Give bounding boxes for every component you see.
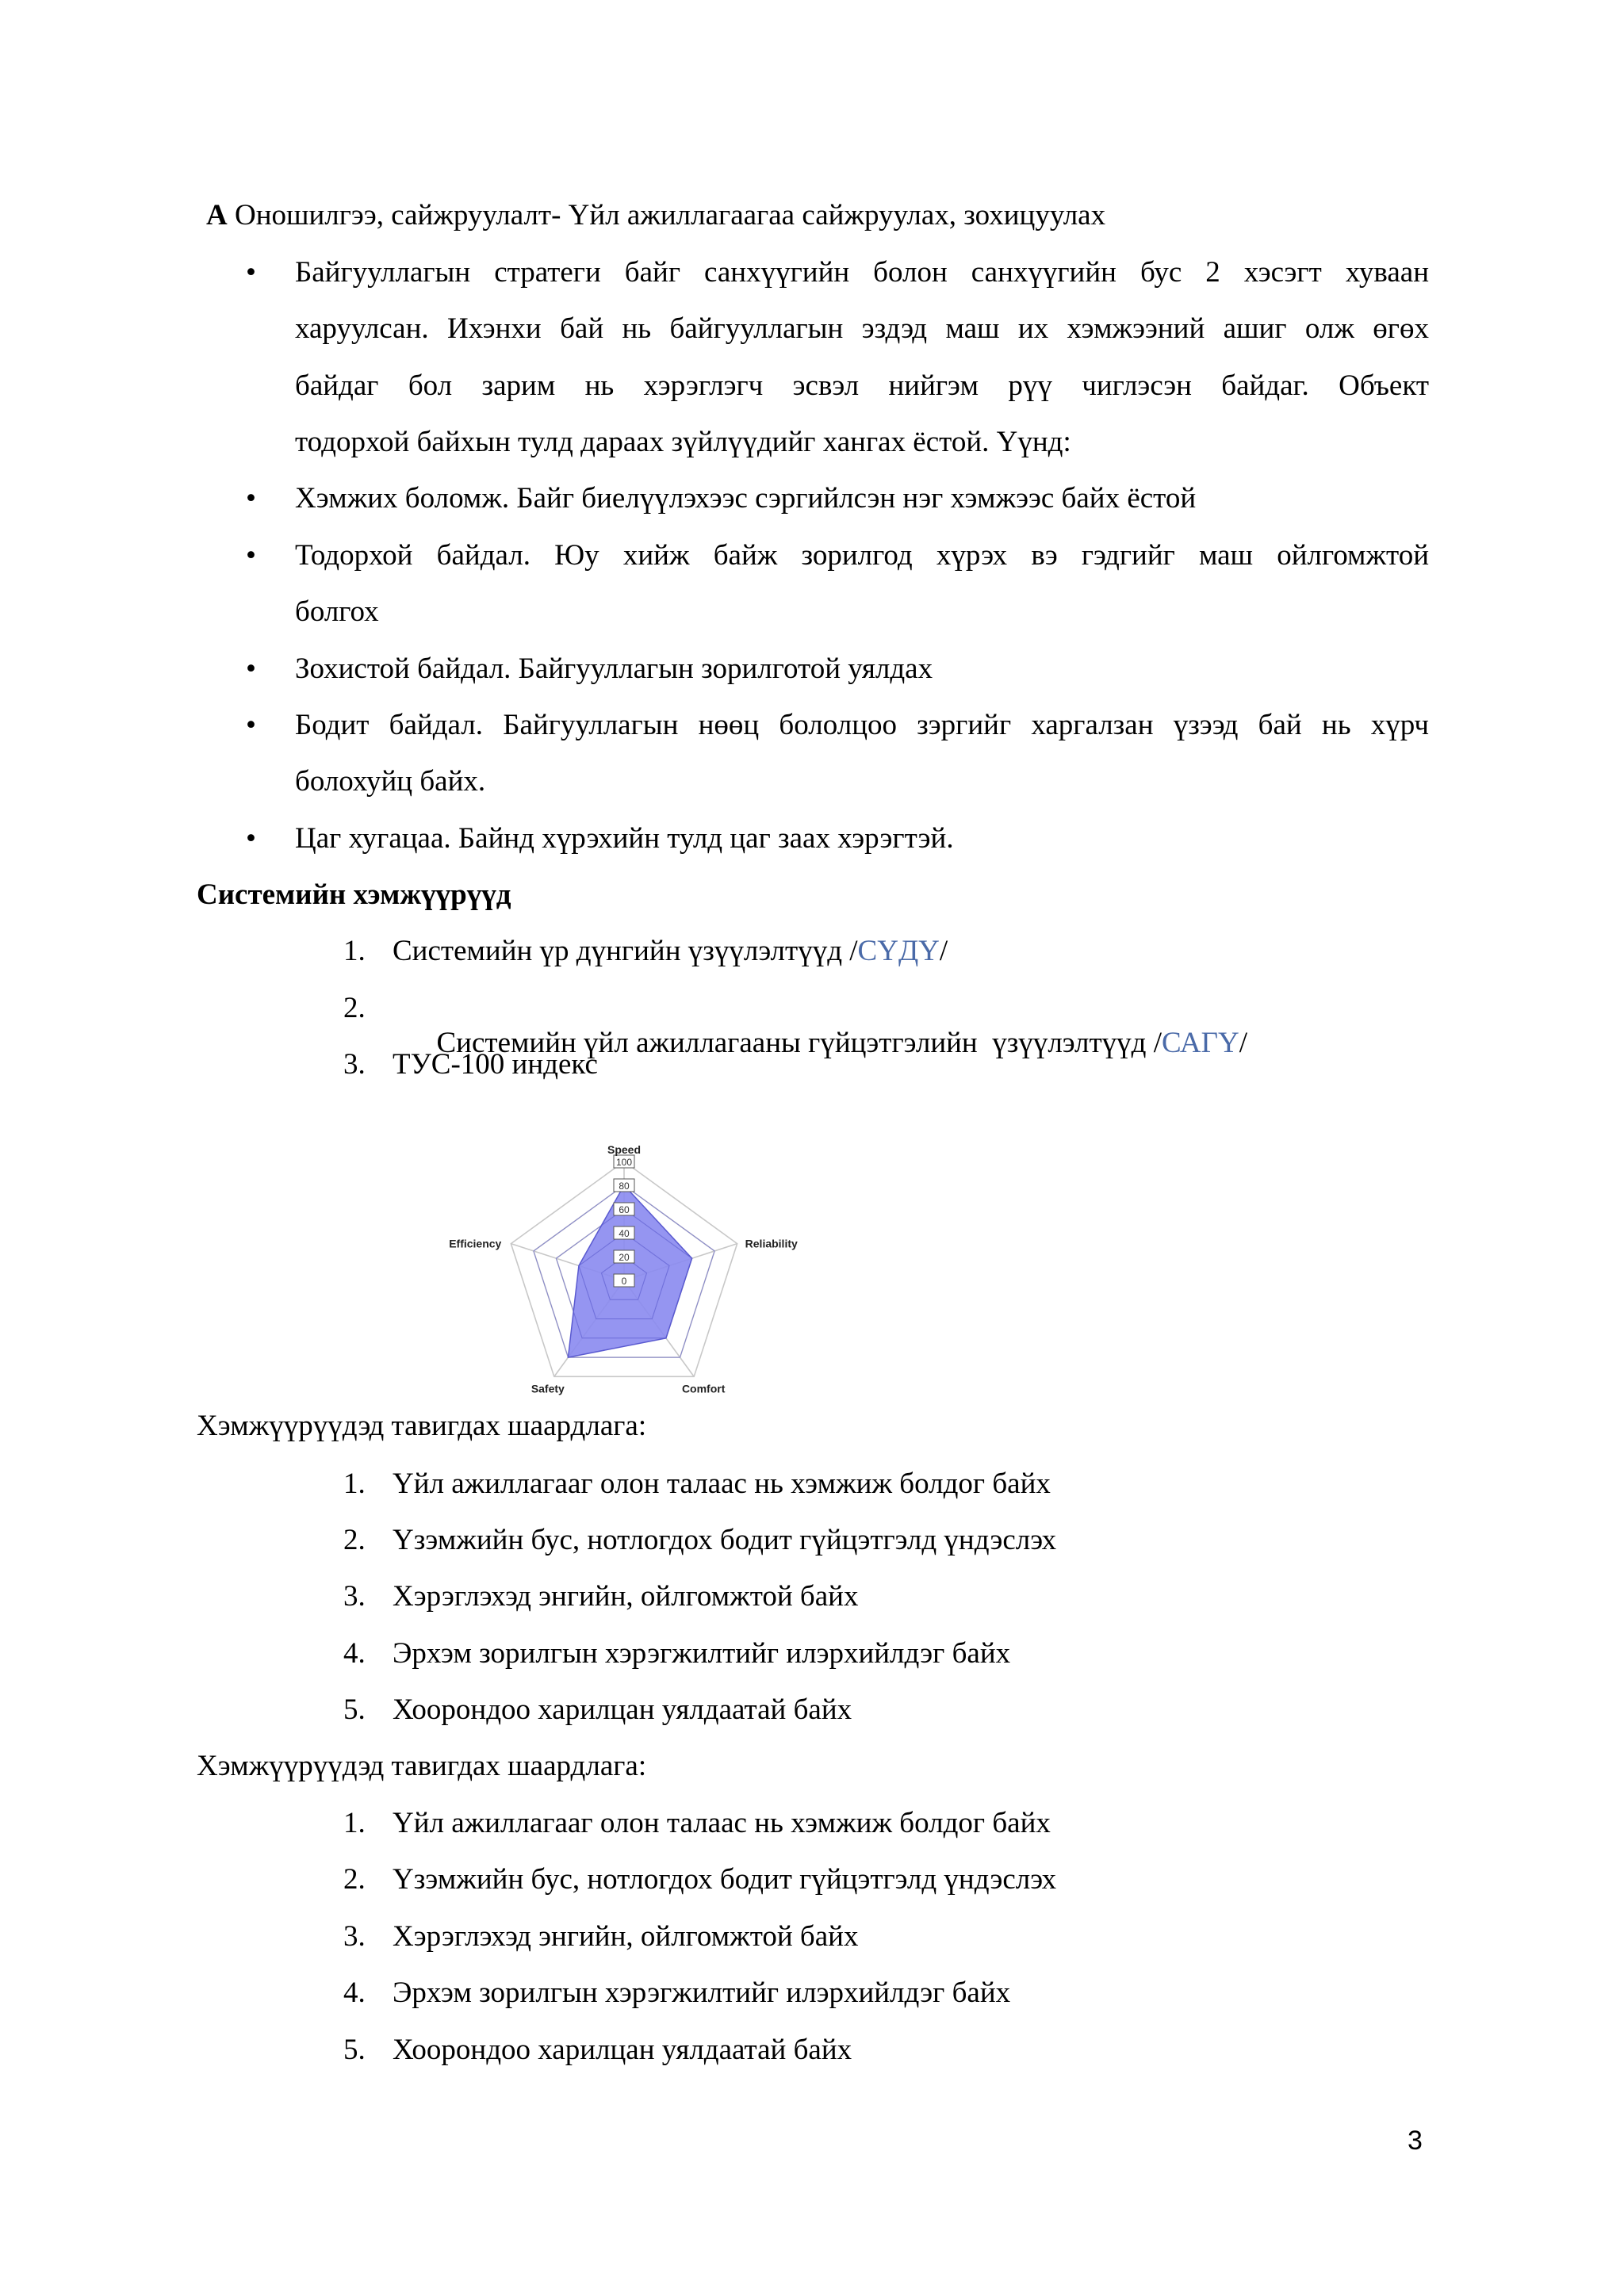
- radar-axis-label: Speed: [607, 1143, 642, 1156]
- section-a-heading: [206, 198, 1105, 233]
- bullet-marker: •: [246, 539, 256, 572]
- bullet-1-line-2: харуулсан. Ихэнхи бай нь байгууллагын эздэд маш их хэмжээний ашиг олж өгөх: [295, 312, 1429, 345]
- list-number: 5.: [343, 1693, 366, 1726]
- radar-axis-label: Safety: [530, 1382, 565, 1395]
- bullet-1-line-4: тодорхой байхын тулд дараах зүйлүүдийг хангах ёстой. Үүнд:: [295, 426, 1071, 458]
- requirement-item: Эрхэм зорилгын хэрэгжилтийг илэрхийлдэг байх: [393, 1976, 1011, 2009]
- requirement-item: Хэрэглэхэд энгийн, ойлгомжтой байх: [393, 1580, 859, 1613]
- abbreviation: САГҮ: [1162, 1027, 1239, 1059]
- bullet-marker: •: [246, 822, 256, 855]
- system-metric-item-3: [393, 1047, 598, 1082]
- section-a-title: Оношилгээ, сайжруулалт- Үйл ажиллагаагаа сайжруулах, зохицуулах: [234, 199, 1106, 232]
- radar-tick-label: 40: [619, 1228, 630, 1239]
- requirements-heading-2: Хэмжүүрүүдэд тавигдах шаардлага:: [197, 1750, 647, 1782]
- bullet-2-line-1: Хэмжих боломж. Байг биелүүлэхээс сэргийлсэн нэг хэмжээс байх ёстой: [295, 482, 1197, 515]
- bullet-4-line-1: Зохистой байдал. Байгууллагын зорилготой уялдах: [295, 652, 933, 685]
- radar-axis-label: Comfort: [681, 1382, 726, 1395]
- system-metrics-heading: Системийн хэмжүүрүүд: [197, 878, 511, 911]
- radar-tick-label: 20: [619, 1252, 630, 1263]
- page-number: 3: [1408, 2126, 1423, 2156]
- requirement-item: Хэрэглэхэд энгийн, ойлгомжтой байх: [393, 1920, 859, 1953]
- item-text: Системийн үр дүнгийн үзүүлэлтүүд /: [393, 935, 858, 967]
- list-number: 4.: [343, 1976, 366, 2009]
- requirement-item: Хоорондоо харилцан уялдаатай байх: [393, 2034, 852, 2066]
- radar-tick-label: 0: [621, 1276, 627, 1287]
- list-number: 1.: [343, 1807, 366, 1839]
- requirement-item: Үзэмжийн бус, нотлогдох бодит гүйцэтгэлд үндэслэх: [393, 1524, 1057, 1556]
- bullet-6-line-1: Цаг хугацаа. Байнд хүрэхийн тулд цаг заах хэрэгтэй.: [295, 822, 954, 855]
- requirement-item: Үйл ажиллагааг олон талаас нь хэмжиж болдог байх: [393, 1468, 1051, 1500]
- radar-axis-label: Efficiency: [449, 1237, 502, 1250]
- list-number: 4.: [343, 1637, 366, 1670]
- bullet-1-line-1: Байгууллагын стратеги байг санхүүгийн болон санхүүгийн бус 2 хэсэгт хуваан: [295, 256, 1429, 289]
- list-number: 5.: [343, 2034, 366, 2066]
- radar-tick-label: 60: [619, 1204, 630, 1215]
- list-number: 2.: [343, 1863, 366, 1896]
- radar-axis-label: Reliability: [745, 1237, 798, 1250]
- bullet-3-line-1: Тодорхой байдал. Юу хийж байж зорилгод хүрэх вэ гэдгийг маш ойлгомжтой: [295, 539, 1429, 572]
- list-number: 3.: [343, 1580, 366, 1613]
- requirement-item: Үйл ажиллагааг олон талаас нь хэмжиж болдог байх: [393, 1807, 1051, 1839]
- bullet-5-line-1: Бодит байдал. Байгууллагын нөөц бололцоо зэргийг харгалзан үзээд бай нь хүрч: [295, 709, 1429, 741]
- list-number: 1.: [343, 935, 366, 967]
- radar-tick-label: 80: [619, 1181, 630, 1192]
- requirement-item: Хоорондоо харилцан уялдаатай байх: [393, 1693, 852, 1726]
- item-end: /: [1239, 1027, 1247, 1059]
- bullet-5-line-2: болохуйц байх.: [295, 765, 486, 798]
- bullet-1-line-3: байдаг бол зарим нь хэрэглэгч эсвэл нийгэм рүү чиглэсэн байдаг. Объект: [295, 369, 1429, 402]
- requirement-item: Үзэмжийн бус, нотлогдох бодит гүйцэтгэлд үндэслэх: [393, 1863, 1057, 1896]
- abbreviation: СҮДҮ: [857, 935, 940, 967]
- radar-chart: [381, 1130, 872, 1399]
- requirement-item: Эрхэм зорилгын хэрэгжилтийг илэрхийлдэг байх: [393, 1637, 1011, 1670]
- list-number: 2.: [343, 1524, 366, 1556]
- radar-tick-label: 100: [615, 1157, 633, 1168]
- section-a-letter: A: [206, 199, 228, 232]
- bullet-marker: •: [246, 482, 256, 515]
- list-number: 3.: [343, 1048, 366, 1081]
- bullet-marker: •: [246, 709, 256, 741]
- bullet-3-line-2: болгох: [295, 595, 379, 628]
- item-end: /: [939, 935, 948, 967]
- item-text: Системийн үйл ажиллагааны гүйцэтгэлийн үзүүлэлтүүд /: [436, 1027, 1162, 1059]
- bullet-marker: •: [246, 652, 256, 685]
- list-number: 2.: [343, 992, 366, 1024]
- requirements-heading-1: Хэмжүүрүүдэд тавигдах шаардлага:: [197, 1410, 647, 1442]
- bullet-marker: •: [246, 256, 256, 289]
- item-text: ТУС-100 индекс: [393, 1048, 598, 1081]
- system-metric-item-1: [393, 934, 948, 969]
- list-number: 1.: [343, 1468, 366, 1500]
- list-number: 3.: [343, 1920, 366, 1953]
